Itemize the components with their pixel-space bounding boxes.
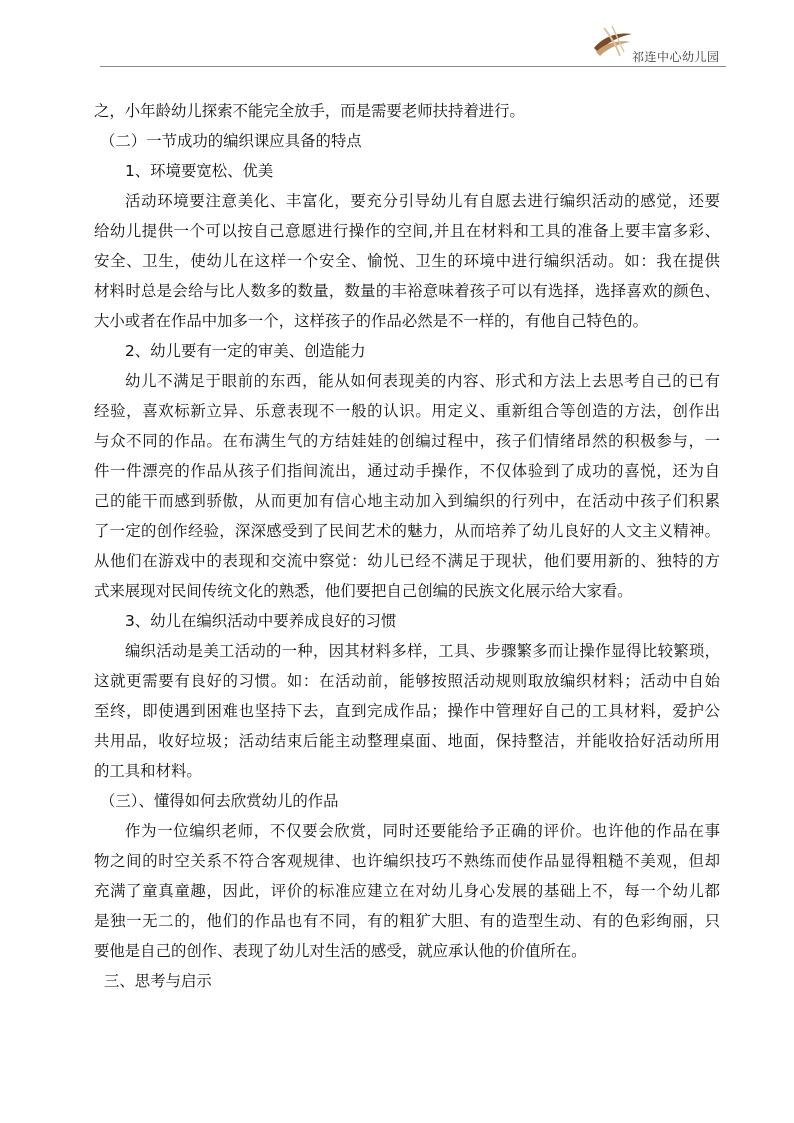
paragraph-line: 编织活动是美工活动的一种，因其材料多样，工具、步骤繁多而让操作显得比较繁琐，	[125, 642, 720, 660]
leaf-swoosh-icon	[590, 22, 634, 66]
section-heading: （三）、懂得如何去欣赏幼儿的作品	[100, 792, 339, 810]
paragraph-line: 作为一位编织老师，不仅要会欣赏，同时还要能给予正确的评价。也许他的作品在事	[125, 822, 720, 840]
paragraph-line: 大小或者在作品中加多一个，这样孩子的作品必然是不一样的，有他自己特色的。	[94, 312, 649, 330]
paragraph-line: 的工具和材料。	[94, 762, 202, 780]
section-heading: （二）一节成功的编织课应具备的特点	[100, 132, 362, 150]
paragraph-line: 之，小年龄幼儿探索不能完全放手，而是需要老师扶持着进行。	[94, 102, 525, 120]
paragraph-line: 式来展现对民间传统文化的熟悉，他们要把自己创编的民族文化展示给大家看。	[94, 582, 633, 600]
paragraph-line: 活动环境要注意美化、丰富化，要充分引导幼儿有自愿去进行编织活动的感觉，还要	[125, 192, 720, 210]
paragraph-line: 材料时总是会给与比人数多的数量，数量的丰裕意味着孩子可以有选择，选择喜欢的颜色、	[94, 282, 720, 300]
subsection-heading: 1、环境要宽松、优美	[125, 162, 274, 180]
subsection-heading: 3、幼儿在编织活动中要养成良好的习惯	[125, 612, 397, 630]
paragraph-line: 至终，即使遇到困难也坚持下去，直到完成作品；操作中管理好自己的工具材料，爱护公	[94, 702, 720, 720]
paragraph-line: 经验，喜欢标新立异、乐意表现不一般的认识。用定义、重新组合等创造的方法，创作出	[94, 402, 720, 420]
paragraph-line: 这就更需要有良好的习惯。如：在活动前，能够按照活动规则取放编织材料；活动中自始	[94, 672, 720, 690]
paragraph-line: 从他们在游戏中的表现和交流中察觉：幼儿已经不满足于现状，他们要用新的、独特的方	[94, 552, 720, 570]
document-body	[94, 96, 720, 996]
org-name: 祁连中心幼儿园	[632, 50, 720, 64]
paragraph-line: 共用品，收好垃圾；活动结束后能主动整理桌面、地面，保持整洁，并能收拾好活动所用	[94, 732, 720, 750]
paragraph-line: 了一定的创作经验，深深感受到了民间艺术的魅力，从而培养了幼儿良好的人文主义精神。	[94, 522, 720, 540]
paragraph-line: 与众不同的作品。在布满生气的方结娃娃的创编过程中，孩子们情绪昂然的积极参与，一	[94, 432, 720, 450]
paragraph-line: 要他是自己的创作、表现了幼儿对生活的感受，就应承认他的价值所在。	[94, 942, 587, 960]
header-divider	[100, 66, 726, 67]
subsection-heading: 2、幼儿要有一定的审美、创造能力	[125, 342, 366, 360]
section-heading: 三、思考与启示	[104, 972, 212, 990]
paragraph-line: 给幼儿提供一个可以按自己意愿进行操作的空间,并且在材料和工具的准备上要丰富多彩、	[94, 222, 720, 240]
paragraph-line: 充满了童真童趣，因此，评价的标准应建立在对幼儿身心发展的基础上不，每一个幼儿都	[94, 882, 720, 900]
page-header	[590, 22, 740, 66]
paragraph-line: 己的能干而感到骄傲，从而更加有信心地主动加入到编织的行列中，在活动中孩子们积累	[94, 492, 720, 510]
paragraph-line: 安全、卫生，使幼儿在这样一个安全、愉悦、卫生的环境中进行编织活动。如：我在提供	[94, 252, 720, 270]
paragraph-line: 是独一无二的，他们的作品也有不同，有的粗犷大胆、有的造型生动、有的色彩绚丽，只	[94, 912, 720, 930]
paragraph-line: 物之间的时空关系不符合客观规律、也许编织技巧不熟练而使作品显得粗糙不美观，但却	[94, 852, 720, 870]
paragraph-line: 件一件漂亮的作品从孩子们指间流出，通过动手操作，不仅体验到了成功的喜悦，还为自	[94, 462, 720, 480]
paragraph-line: 幼儿不满足于眼前的东西，能从如何表现美的内容、形式和方法上去思考自己的已有	[125, 372, 720, 390]
